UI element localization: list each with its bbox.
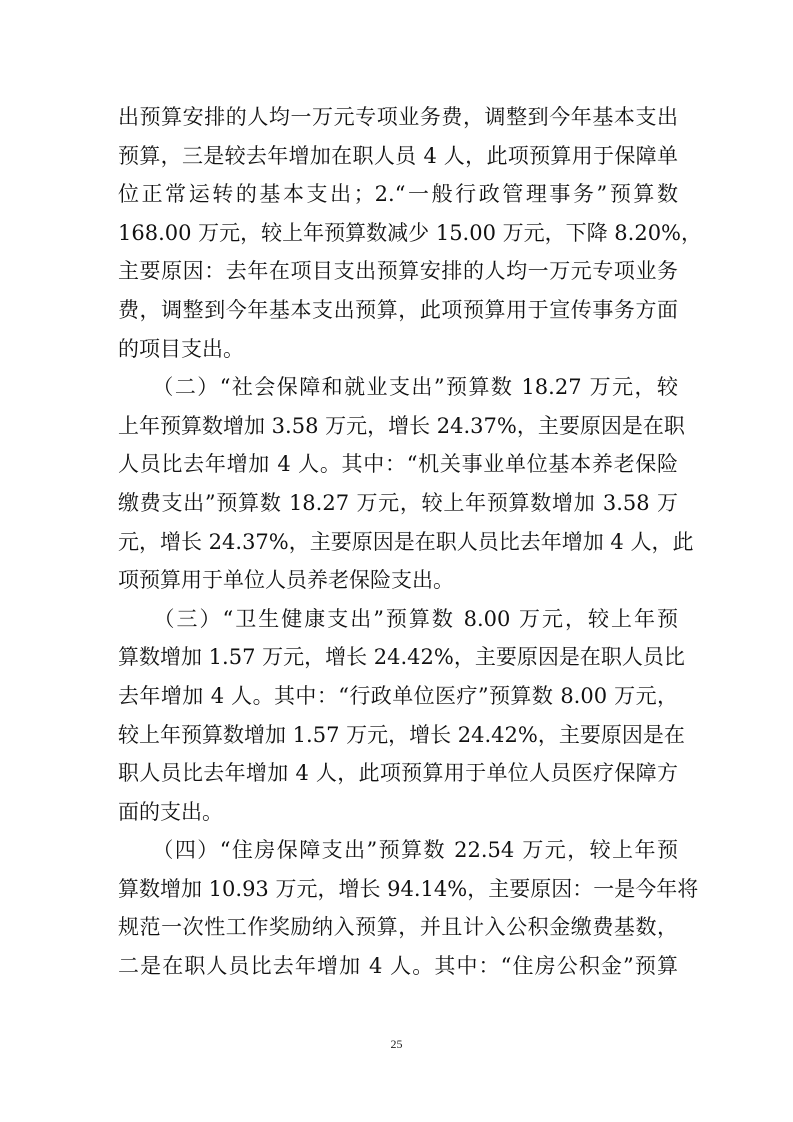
text-line: 算数增加 10.93 万元，增长 94.14%，主要原因：一是今年将	[118, 876, 699, 901]
text-line: 职人员比去年增加 4 人，此项预算用于单位人员医疗保障方	[118, 761, 678, 786]
text-line: 规范一次性工作奖励纳入预算，并且计入公积金缴费基数，	[118, 915, 678, 940]
text-line: 的项目支出。	[118, 336, 244, 361]
text-line: 算数增加 1.57 万元，增长 24.42%，主要原因是在职人员比	[118, 645, 685, 670]
page-number: 25	[390, 1037, 403, 1051]
text-line: 缴费支出”预算数 18.27 万元，较上年预算数增加 3.58 万	[118, 490, 678, 515]
text-line: 较上年预算数增加 1.57 万元，增长 24.42%，主要原因是在	[118, 722, 685, 747]
text-line: （二）“社会保障和就业支出”预算数 18.27 万元，较	[118, 375, 678, 400]
text-line: （三）“卫生健康支出”预算数 8.00 万元，较上年预	[118, 606, 678, 631]
text-line: （四）“住房保障支出”预算数 22.54 万元，较上年预	[118, 838, 678, 863]
text-line: 元，增长 24.37%，主要原因是在职人员比去年增加 4 人，此	[118, 529, 694, 554]
text-line: 二是在职人员比去年增加 4 人。其中：“住房公积金”预算	[118, 954, 678, 979]
text-line: 主要原因：去年在项目支出预算安排的人均一万元专项业务	[118, 259, 678, 284]
text-line: 面的支出。	[118, 799, 223, 824]
text-line: 去年增加 4 人。其中：“行政单位医疗”预算数 8.00 万元，	[118, 683, 678, 708]
text-line: 项预算用于单位人员养老保险支出。	[118, 568, 454, 593]
text-line: 出预算安排的人均一万元专项业务费，调整到今年基本支出	[118, 105, 678, 129]
body-text	[118, 98, 703, 986]
text-line: 上年预算数增加 3.58 万元，增长 24.37%，主要原因是在职	[118, 413, 685, 438]
text-line: 预算，三是较去年增加在职人员 4 人，此项预算用于保障单	[118, 143, 678, 168]
text-line: 168.00 万元，较上年预算数减少 15.00 万元，下降 8.20%，	[118, 220, 703, 245]
text-line: 人员比去年增加 4 人。其中：“机关事业单位基本养老保险	[118, 452, 678, 477]
text-line: 费，调整到今年基本支出预算，此项预算用于宣传事务方面	[118, 297, 678, 322]
text-line: 位正常运转的基本支出；2.“一般行政管理事务”预算数	[118, 182, 678, 207]
